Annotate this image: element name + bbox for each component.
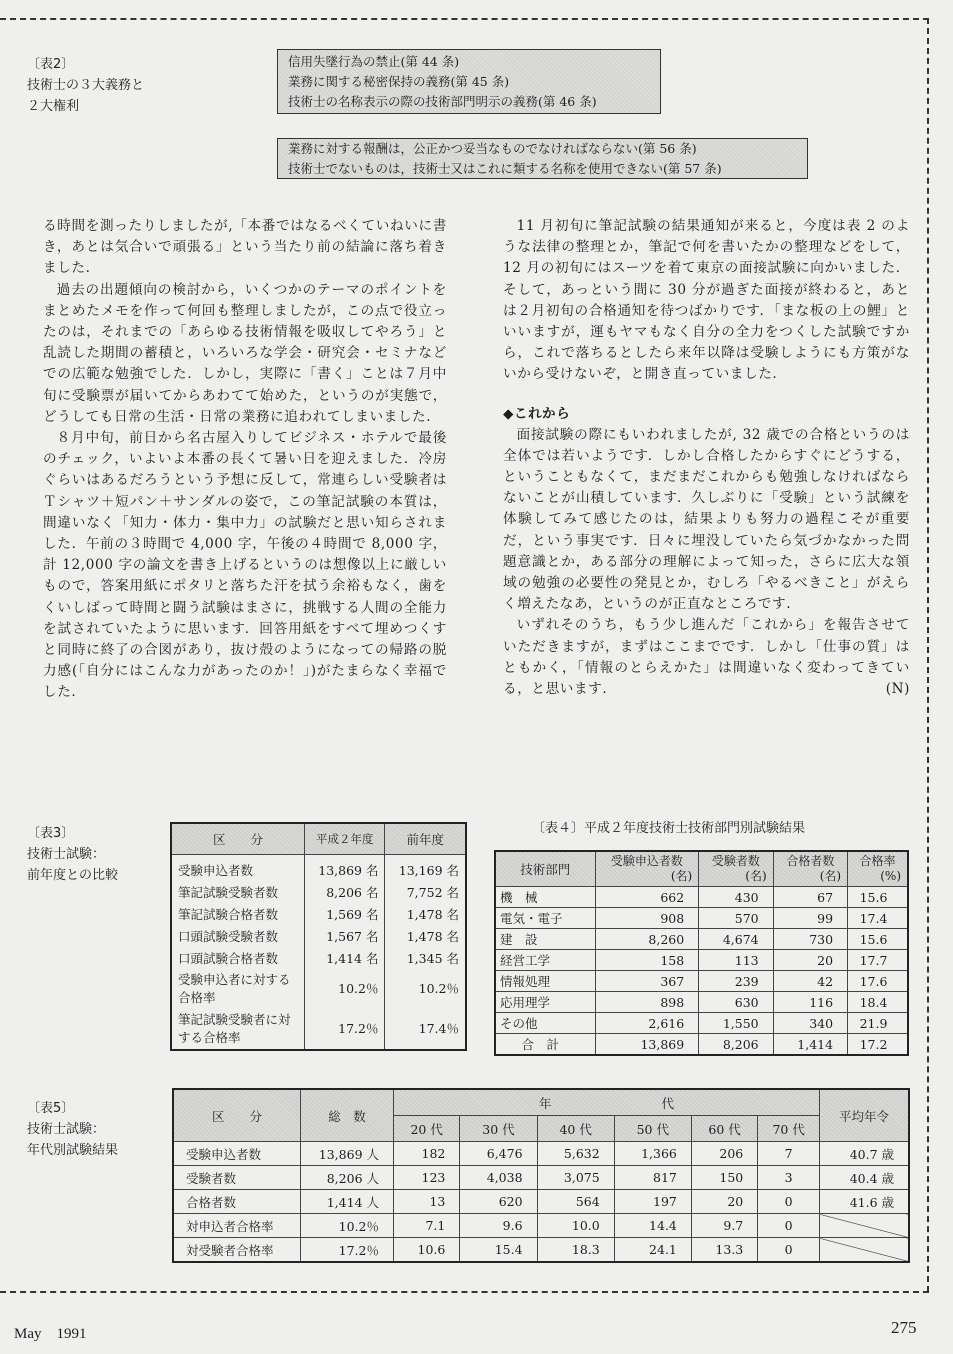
duty-item: 技術士の名称表示の際の技術部門明示の義務(第 46 条) (288, 94, 597, 109)
age-value: 3 (758, 1166, 820, 1190)
previous-year-value: 7,752 名 (385, 881, 466, 903)
pass-rate: 17.4 (848, 908, 908, 929)
header-unit: (名) (745, 869, 767, 883)
paragraph: 過去の出題傾向の検討から，いくつかのテーマのポイントをまとめたメモを作って何回も整理しましたが，この点で役立ったのは，それまでの「あらゆる技術情報を吸収してやろう」と乱読した期間の蓄積と，いろいろな学会・研究会・セミナなどでの広範な勉強でした．しかし，実際に「書く」ことは７月中旬に受験票が届いてからあわてて始めた，というのが実態で，どうしても日常の生活・日常の業務に追われてしまいました. (43, 281, 447, 425)
header-unit: (%) (880, 869, 901, 883)
table-row (171, 947, 466, 969)
dashed-frame-top (0, 18, 929, 20)
age-value: 0 (758, 1238, 820, 1263)
right-item: 業務に対する報酬は，公正かつ妥当なものでなければならない(第 56 条) (288, 141, 697, 156)
table-row (171, 925, 466, 947)
table3-label: 〔表3〕 (27, 826, 75, 841)
row-label: 筆記試験受験者数 (171, 881, 305, 903)
age-value: 18.3 (537, 1238, 614, 1263)
department-name: 応用理学 (495, 992, 595, 1013)
pass-rate: 17.7 (848, 950, 908, 971)
total-value: 17.2％ (301, 1238, 394, 1263)
age-value: 206 (691, 1142, 757, 1166)
applicants-count: 2,616 (595, 1013, 699, 1034)
table-row (171, 881, 466, 903)
applicants-count: 908 (595, 908, 699, 929)
previous-year-value: 13,169 名 (385, 855, 466, 882)
passed-count: 99 (773, 908, 847, 929)
duty-item: 信用失墜行為の禁止(第 44 条) (288, 54, 460, 69)
age-value: 817 (614, 1166, 691, 1190)
header-label: 受験申込者数 (610, 854, 683, 868)
paragraph (503, 615, 910, 700)
age-value: 564 (537, 1190, 614, 1214)
examinees-count: 8,206 (699, 1034, 773, 1056)
pass-rate: 21.9 (848, 1013, 908, 1034)
table4-title: 〔表４〕平成２年度技術士技術部門別試験結果 (532, 821, 806, 836)
issue-date: May 1991 (14, 1326, 87, 1342)
age-value: 10.6 (394, 1238, 460, 1263)
total-value: 1,414 人 (301, 1190, 394, 1214)
total-value: 13,869 人 (301, 1142, 394, 1166)
age-value: 182 (394, 1142, 460, 1166)
total-value: 10.2％ (301, 1214, 394, 1238)
previous-year-value: 1,478 名 (385, 903, 466, 925)
row-label: 受験申込者数 (171, 855, 305, 882)
department-name: 情報処理 (495, 971, 595, 992)
age-value: 13.3 (691, 1238, 757, 1263)
pass-rate: 18.4 (848, 992, 908, 1013)
row-label: 対受験者合格率 (173, 1238, 301, 1263)
age-value: 15.4 (460, 1238, 537, 1263)
table-row (495, 908, 908, 929)
age-value: 150 (691, 1166, 757, 1190)
row-label: 筆記試験合格者数 (171, 903, 305, 925)
age-value: 3,075 (537, 1166, 614, 1190)
row-label: 口頭試験合格者数 (171, 947, 305, 969)
age-value: 0 (758, 1190, 820, 1214)
age-value: 1,366 (614, 1142, 691, 1166)
department-name: 機 械 (495, 887, 595, 908)
article-left-column (43, 216, 447, 704)
table3-header: 区 分 (171, 823, 305, 855)
department-name: 電気・電子 (495, 908, 595, 929)
table2-label: 〔表2〕 (27, 57, 75, 72)
examinees-count: 570 (699, 908, 773, 929)
dashed-frame-bottom (0, 1291, 929, 1293)
table3-title-line2: 前年度との比較 (27, 868, 119, 883)
previous-year-value: 17.4％ (385, 1009, 466, 1050)
table-row (173, 1214, 909, 1238)
total-value: 8,206 人 (301, 1166, 394, 1190)
age-value: 20 (691, 1190, 757, 1214)
table-row (495, 971, 908, 992)
table5-header-age-left: 年 (538, 1095, 552, 1111)
examinees-count: 239 (699, 971, 773, 992)
duty-item: 業務に関する秘密保持の義務(第 45 条) (288, 74, 510, 89)
applicants-count: 158 (595, 950, 699, 971)
table5-header-total: 総 数 (301, 1089, 394, 1142)
age-value: 7.1 (394, 1214, 460, 1238)
age-value: 123 (394, 1166, 460, 1190)
table3-header: 前年度 (385, 823, 466, 855)
current-year-value: 17.2％ (305, 1009, 385, 1050)
row-label: 口頭試験受験者数 (171, 925, 305, 947)
table-row (495, 929, 908, 950)
passed-count: 42 (773, 971, 847, 992)
age-value: 24.1 (614, 1238, 691, 1263)
table5-title-line1: 技術士試験： (27, 1122, 106, 1137)
row-label: 受験申込者に対する合格率 (171, 969, 305, 1009)
passed-count: 730 (773, 929, 847, 950)
table5-header-age-right: 代 (661, 1095, 675, 1111)
average-age: 40.7 歳 (820, 1142, 910, 1166)
current-year-value: 8,206 名 (305, 881, 385, 903)
table4-header (495, 851, 595, 887)
table5-label: 〔表5〕 (27, 1101, 75, 1116)
table5-header-age-group (394, 1089, 820, 1116)
article-right-column (503, 216, 910, 700)
section-heading: ◆これから (503, 405, 571, 422)
header-label: 受験者数 (711, 854, 760, 868)
table3-title-line1: 技術士試験： (27, 847, 106, 862)
table-row (173, 1142, 909, 1166)
row-label: 筆記試験受験者に対する合格率 (171, 1009, 305, 1050)
table5-title-line2: 年代別試験結果 (27, 1143, 119, 1158)
header-label: 合格者数 (786, 854, 835, 868)
table4-header (773, 851, 847, 887)
applicants-count: 662 (595, 887, 699, 908)
row-label: 受験者数 (173, 1166, 301, 1190)
applicants-count: 8,260 (595, 929, 699, 950)
department-name: 経営工学 (495, 950, 595, 971)
department-name: 合 計 (495, 1034, 595, 1056)
row-label: 対申込者合格率 (173, 1214, 301, 1238)
table-row (495, 1034, 908, 1056)
dashed-frame-right (927, 18, 929, 1292)
table-row (173, 1190, 909, 1214)
table-row (171, 855, 466, 882)
passed-count: 20 (773, 950, 847, 971)
examinees-count: 430 (699, 887, 773, 908)
paragraph-text: いずれそのうち，もう少し進んだ「これから」を報告させていただきますが，まずはここまでです．しかし「仕事の質」はともかく，「情報のとらえかた」は間違いなく変わってきている，と思います. (503, 617, 910, 698)
age-column-header: 40 代 (537, 1116, 614, 1142)
age-value: 0 (758, 1214, 820, 1238)
passed-count: 67 (773, 887, 847, 908)
table5-header-category: 区 分 (173, 1089, 301, 1142)
table-row (173, 1166, 909, 1190)
paragraph: 面接試験の際にもいわれましたが, 32 歳での合格というのは全体では若いようです．しかし合格したからすぐにどうする，ということもなくて，まだまだこれからも勉強しなければならないことが山積しています．久しぶりに「受験」という試練を体験してみて感じたのは，結果よりも努力の過程こそが重要だ，という事実です．日々に埋没していたら気づかなかった問題意識とか，ある部分の理解によって知った，さらに広大な領域の勉強の必要性の発見とか，むしろ「やるべきこと」がえらく増えたなあ，というのが正直なところです. (503, 426, 910, 613)
table3-comparison (170, 822, 467, 1051)
header-label: 技術部門 (520, 861, 571, 877)
examinees-count: 630 (699, 992, 773, 1013)
age-value: 197 (614, 1190, 691, 1214)
age-value: 9.6 (460, 1214, 537, 1238)
duties-box (277, 49, 661, 114)
average-age-blank (820, 1238, 910, 1263)
age-value: 7 (758, 1142, 820, 1166)
age-value: 620 (460, 1190, 537, 1214)
current-year-value: 1,567 名 (305, 925, 385, 947)
pass-rate: 15.6 (848, 929, 908, 950)
table5-caption (27, 1098, 118, 1161)
age-value: 5,632 (537, 1142, 614, 1166)
age-column-header: 20 代 (394, 1116, 460, 1142)
age-column-header: 60 代 (691, 1116, 757, 1142)
current-year-value: 1,569 名 (305, 903, 385, 925)
examinees-count: 113 (699, 950, 773, 971)
table4-department-results (494, 850, 909, 1056)
applicants-count: 898 (595, 992, 699, 1013)
age-value: 13 (394, 1190, 460, 1214)
right-item: 技術士でないものは，技術士又はこれに類する名称を使用できない(第 57 条) (288, 161, 722, 176)
author-signature: (N) (885, 681, 910, 698)
table2-title-line2: ２大権利 (27, 99, 80, 114)
age-value: 4,038 (460, 1166, 537, 1190)
page-number: 275 (891, 1318, 917, 1337)
average-age-blank (820, 1214, 910, 1238)
average-age: 41.6 歳 (820, 1190, 910, 1214)
table-row (171, 969, 466, 1009)
table5-header-average: 平均年令 (820, 1089, 910, 1142)
current-year-value: 1,414 名 (305, 947, 385, 969)
average-age: 40.4 歳 (820, 1166, 910, 1190)
age-value: 14.4 (614, 1214, 691, 1238)
examinees-count: 4,674 (699, 929, 773, 950)
age-value: 6,476 (460, 1142, 537, 1166)
age-column-header: 50 代 (614, 1116, 691, 1142)
applicants-count: 13,869 (595, 1034, 699, 1056)
passed-count: 1,414 (773, 1034, 847, 1056)
department-name: 建 設 (495, 929, 595, 950)
previous-year-value: 1,345 名 (385, 947, 466, 969)
pass-rate: 17.2 (848, 1034, 908, 1056)
table-row (495, 992, 908, 1013)
row-label: 受験申込者数 (173, 1142, 301, 1166)
table4-header (848, 851, 908, 887)
pass-rate: 15.6 (848, 887, 908, 908)
table5-age-results (172, 1088, 910, 1263)
pass-rate: 17.6 (848, 971, 908, 992)
table-row (173, 1238, 909, 1263)
applicants-count: 367 (595, 971, 699, 992)
paragraph: る時間を測ったりしましたが,「本番ではなるべくていねいに書き，あとは気合いで頑張る」という当たり前の結論に落ち着きました. (43, 218, 447, 277)
previous-year-value: 1,478 名 (385, 925, 466, 947)
previous-year-value: 10.2％ (385, 969, 466, 1009)
table2-title-line1: 技術士の３大義務と (27, 78, 145, 93)
paragraph: 11 月初旬に筆記試験の結果通知が来ると，今度は表 2 のような法律の整理とか，筆記で何を書いたかの整理などをして，12 月の初旬にはスーツを着て東京の面接試験に向かいました．そして，あっという間に 30 分が過ぎた面接が終わると，あとは２月初旬の合格通知を待つばかりです．「まな板の上の鯉」といいますが，運もヤマもなく自分の全力をつくした試験ですから，これで落ちるとしたら来年以降は受験しようにも方策がないから受けないぞ，と開き直っていました. (503, 218, 910, 383)
age-column-header: 30 代 (460, 1116, 537, 1142)
table4-header (699, 851, 773, 887)
table3-caption (27, 823, 118, 886)
rights-box (277, 138, 808, 179)
row-label: 合格者数 (173, 1190, 301, 1214)
examinees-count: 1,550 (699, 1013, 773, 1034)
table-row (171, 1009, 466, 1050)
table2-caption (27, 54, 144, 117)
table-row (495, 1013, 908, 1034)
age-value: 9.7 (691, 1214, 757, 1238)
current-year-value: 10.2％ (305, 969, 385, 1009)
table-row (495, 887, 908, 908)
current-year-value: 13,869 名 (305, 855, 385, 882)
table-row (495, 950, 908, 971)
header-unit: (名) (670, 869, 693, 883)
passed-count: 340 (773, 1013, 847, 1034)
table3-header: 平成２年度 (305, 823, 385, 855)
age-column-header: 70 代 (758, 1116, 820, 1142)
passed-count: 116 (773, 992, 847, 1013)
department-name: その他 (495, 1013, 595, 1034)
header-label: 合格率 (859, 854, 896, 868)
table4-header (595, 851, 699, 887)
header-unit: (名) (819, 869, 842, 883)
paragraph: ８月中旬，前日から名古屋入りしてビジネス・ホテルで最後のチェック，いよいよ本番の長くて暑い日を迎えました．冷房ぐらいはあるだろうという予想に反して，常連らしい受験者はＴシャツ＋短パン＋サンダルの姿で，この筆記試験の本質は，間違いなく「知力・体力・集中力」の試験だと思い知らされました．午前の３時間で 4,000 字，午後の４時間で 8,000 字，計 12,000 字の論文を書き上げるというのは想像以上に厳しいもので，答案用紙にポタリと落ちた汗を拭う余裕もなく，歯をくいしばって時間と闘う試験はまさに，挑戦する人間の全能力を試されていたように思います．回答用紙をすべて埋めつくすと同時に終了の合図があり，抜け殻のようになっての帰路の脱力感(「自分にはこんな力があったのか！」)がたまらなく幸福でした. (43, 430, 447, 701)
table-row (171, 903, 466, 925)
age-value: 10.0 (537, 1214, 614, 1238)
